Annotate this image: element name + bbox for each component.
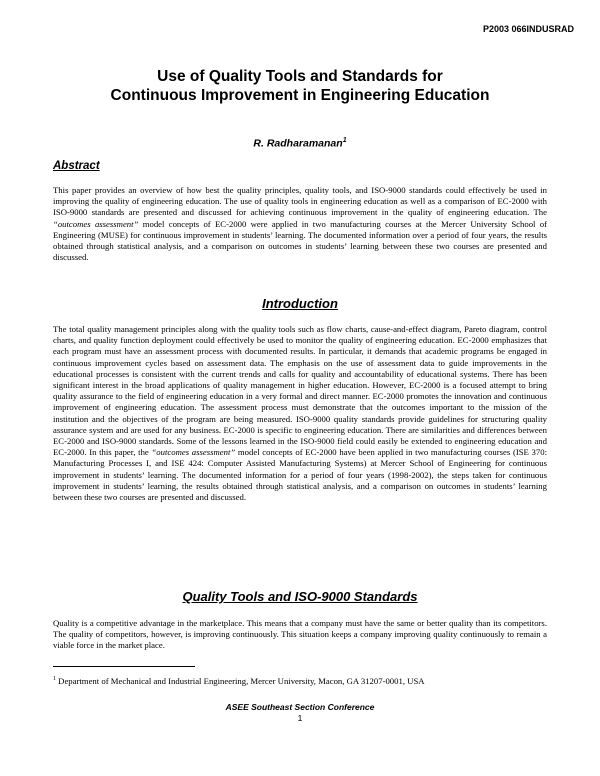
- abstract-paragraph: [53, 185, 547, 263]
- introduction-emphasis: “outcomes assessment”: [151, 447, 236, 458]
- introduction-text-2: model concepts of EC-2000 have been applied in two manufacturing courses (ISE 370: Manufacturing Processes I, and ISE 424: Computer Assisted Manufacturing Systems) at Mercer School of Engineering for continuous improvement in students’ learning. The documented information for a period of four years (1998-2002), the steps taken for continuous improvement in students’ learning, the results obtained through statistical analysis, and a comparison on outcomes in students’ learning between these two courses are presented and discussed.: [53, 447, 547, 503]
- title-line-2: Continuous Improvement in Engineering Education: [110, 87, 490, 104]
- abstract-text-2: model concepts of EC-2000 were applied in two manufacturing courses at the Mercer University School of Engineering (MUSE) for continuous improvement in students’ learning. The documented information over a period of four years, the results obtained through statistical analysis, and a comparison on outcomes in students’ learning between these two courses are presented and discussed.: [53, 218, 548, 263]
- title-line-1: Use of Quality Tools and Standards for: [157, 68, 443, 85]
- quality-section-heading: Quality Tools and ISO-9000 Standards: [182, 589, 418, 604]
- introduction-paragraph: [53, 324, 547, 503]
- footnote: [53, 676, 547, 686]
- footnote-divider: [53, 666, 195, 667]
- paper-code: P2003 066INDUSRAD: [482, 24, 574, 34]
- abstract-emphasis: “outcomes assessment”: [53, 218, 139, 229]
- introduction-text-1: The total quality management principles along with the quality tools such as flow charts, cause-and-effect diagram, Pareto diagram, control charts, and quality function deployment could effectively be used to monitor the quality of engineering education. EC-2000 emphasizes that each program must have an assessment process with documented results. In particular, it demands that academic programs be engaged in continuous improvement cycles based on assessment data. The emphasis on the use of assessment data to guide improvements in the educational processes is consistent with the current trends and calls for quality and accountability of educational systems. There has been significant interest in the broad applications of quality management in higher education. However, EC-2000 is a focused attempt to bring quality assurance to the field of engineering education in a very formal and direct manner. EC-2000 promotes the innovation and continuous improvement of engineering education. The assessment process must demonstrate that the outcomes important to the mission of the institution and the objectives of the program are being measured. ISO-9000 quality standards provide guidelines for structuring quality assurance system and are used for any business. EC-2000 is specific to engineering education. There are similarities and differences between EC-2000 and ISO-9000 standards. Some of the lessons learned in the ISO-9000 field could easily be extended to engineering education and EC-2000. In this paper, the: [53, 324, 547, 458]
- author-name: R. Radharamanan: [253, 137, 343, 150]
- page-number: 1: [297, 713, 303, 723]
- author-line: [0, 137, 600, 150]
- introduction-heading: Introduction: [262, 296, 338, 311]
- conference-footer: ASEE Southeast Section Conference: [225, 702, 375, 712]
- quality-section-paragraph: Quality is a competitive advantage in the marketplace. This means that a company must have the same or better quality than its competitors. The quality of competitors, however, is improving continuously. This situation keeps a company improving quality continuously to remain a viable force in the market place.: [53, 618, 547, 651]
- abstract-heading: Abstract: [53, 160, 100, 172]
- footnote-mark: 1: [53, 676, 56, 683]
- paper-title: [0, 67, 600, 105]
- footnote-text: Department of Mechanical and Industrial Engineering, Mercer University, Macon, GA 31207-0001, USA: [56, 676, 425, 686]
- author-footnote-mark: 1: [342, 137, 347, 144]
- abstract-text-1: This paper provides an overview of how best the quality principles, quality tools, and ISO-9000 standards could effectively be used in improving the quality of engineering education. The use of quality tools in engineering education as well as a comparison of EC-2000 with ISO-9000 standards are presented and discussed for achieving continuous improvement in the quality of engineering education. The: [53, 185, 547, 218]
